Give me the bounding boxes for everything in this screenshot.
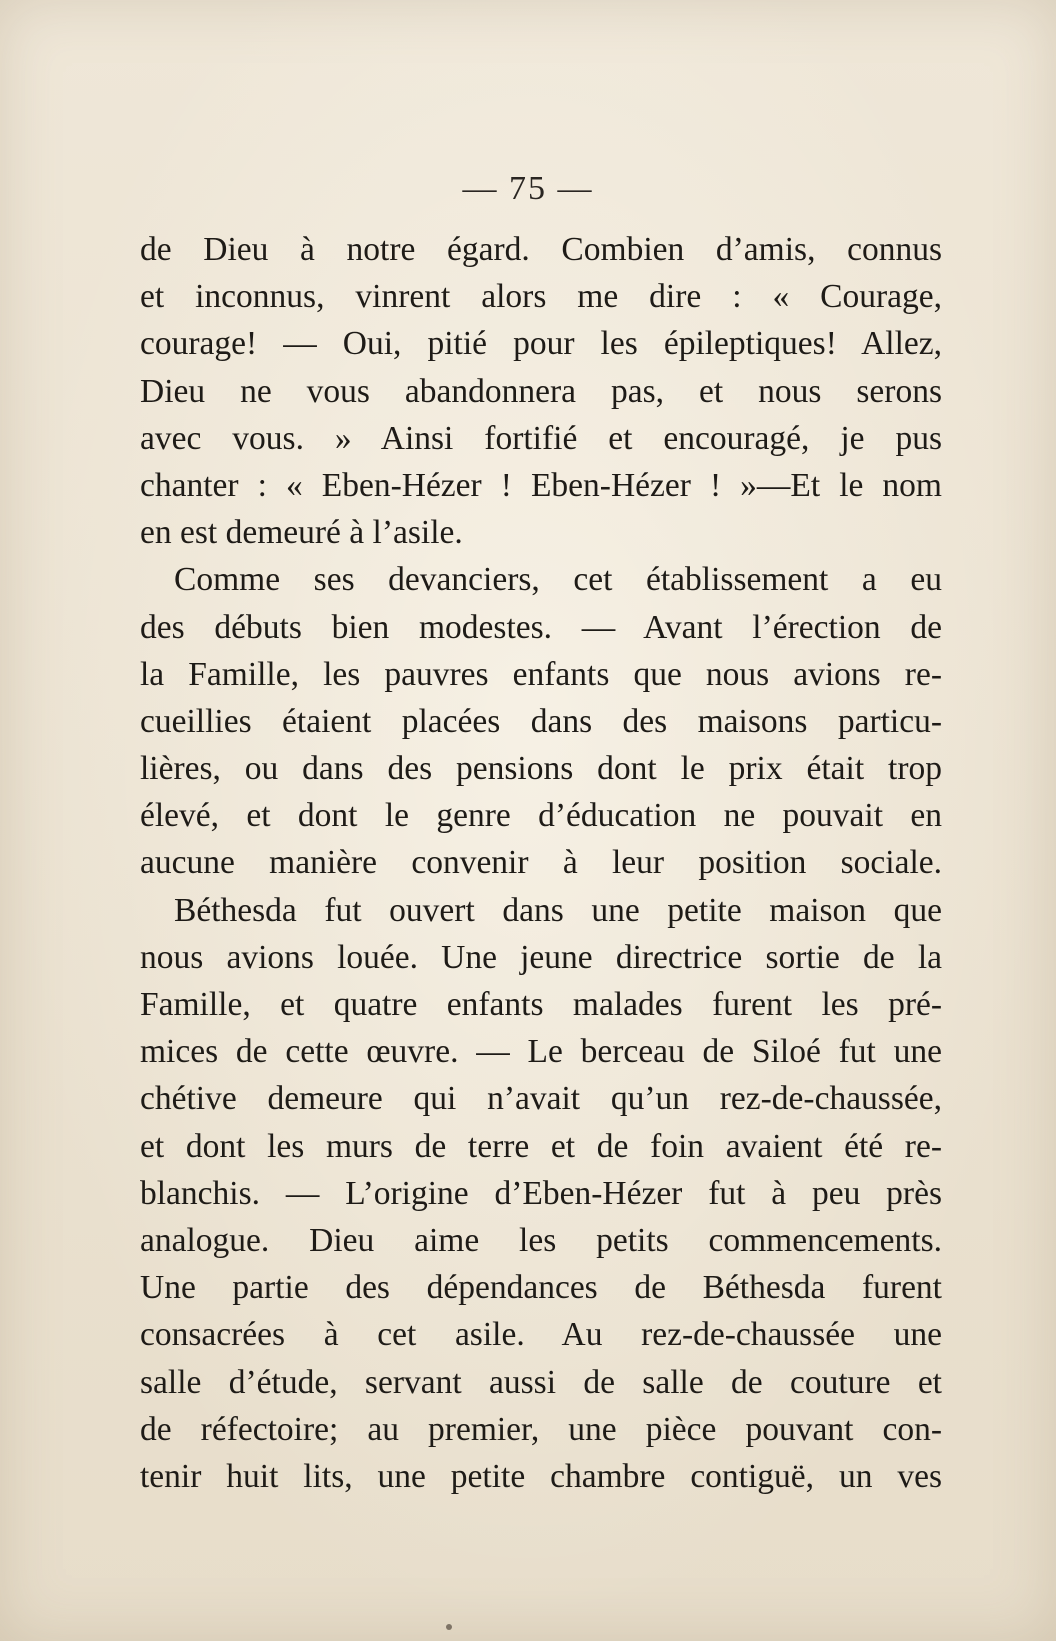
page-number: — 75 — [462, 170, 594, 207]
text-line: blanchis. — L’origine d’Eben-Hézer fut à peu près [140, 1174, 942, 1212]
text-line: avec vous. » Ainsi fortifié et encouragé, je pus [140, 419, 942, 457]
text-line: cueillies étaient placées dans des maisons particu- [140, 702, 942, 740]
text-line: tenir huit lits, une petite chambre contiguë, un ves [140, 1457, 942, 1495]
text-line: Dieu ne vous abandonnera pas, et nous serons [140, 372, 942, 410]
text-line: Comme ses devanciers, cet établissement a eu [174, 561, 942, 599]
text-line: de Dieu à notre égard. Combien d’amis, connus [140, 231, 942, 268]
text-line: chanter : « Eben-Hézer ! Eben-Hézer ! »—Et le nom [140, 466, 942, 504]
text-line: salle d’étude, servant aussi de salle de couture et [140, 1363, 942, 1401]
text-line: des débuts bien modestes. — Avant l’érection de [140, 608, 942, 646]
text-line: et inconnus, vinrent alors me dire : « Courage, [140, 278, 942, 316]
text-line: consacrées à cet asile. Au rez-de-chaussée une [140, 1316, 942, 1354]
body-text [140, 226, 942, 1500]
text-line: mices de cette œuvre. — Le berceau de Siloé fut une [140, 1033, 942, 1071]
text-line: Béthesda fut ouvert dans une petite maison que [174, 891, 942, 929]
ink-speck [446, 1624, 452, 1630]
text-line: en est demeuré à l’asile. [140, 514, 463, 552]
text-line: élevé, et dont le genre d’éducation ne pouvait en [140, 797, 942, 835]
text-line: Une partie des dépendances de Béthesda furent [140, 1269, 942, 1307]
text-line: la Famille, les pauvres enfants que nous avions re- [140, 655, 942, 693]
text-line: lières, ou dans des pensions dont le prix était trop [140, 750, 942, 788]
text-line: courage! — Oui, pitié pour les épileptiques! Allez, [140, 325, 942, 363]
text-line: nous avions louée. Une jeune directrice sortie de la [140, 938, 942, 976]
text-line: Famille, et quatre enfants malades furent les pré- [140, 986, 942, 1023]
text-line: chétive demeure qui n’avait qu’un rez-de-chaussée, [140, 1080, 942, 1118]
text-line: aucune manière convenir à leur position sociale. [140, 844, 942, 882]
text-line: et dont les murs de terre et de foin avaient été re- [140, 1127, 942, 1165]
text-line: analogue. Dieu aime les petits commencements. [140, 1221, 942, 1259]
text-line: de réfectoire; au premier, une pièce pouvant con- [140, 1410, 942, 1448]
